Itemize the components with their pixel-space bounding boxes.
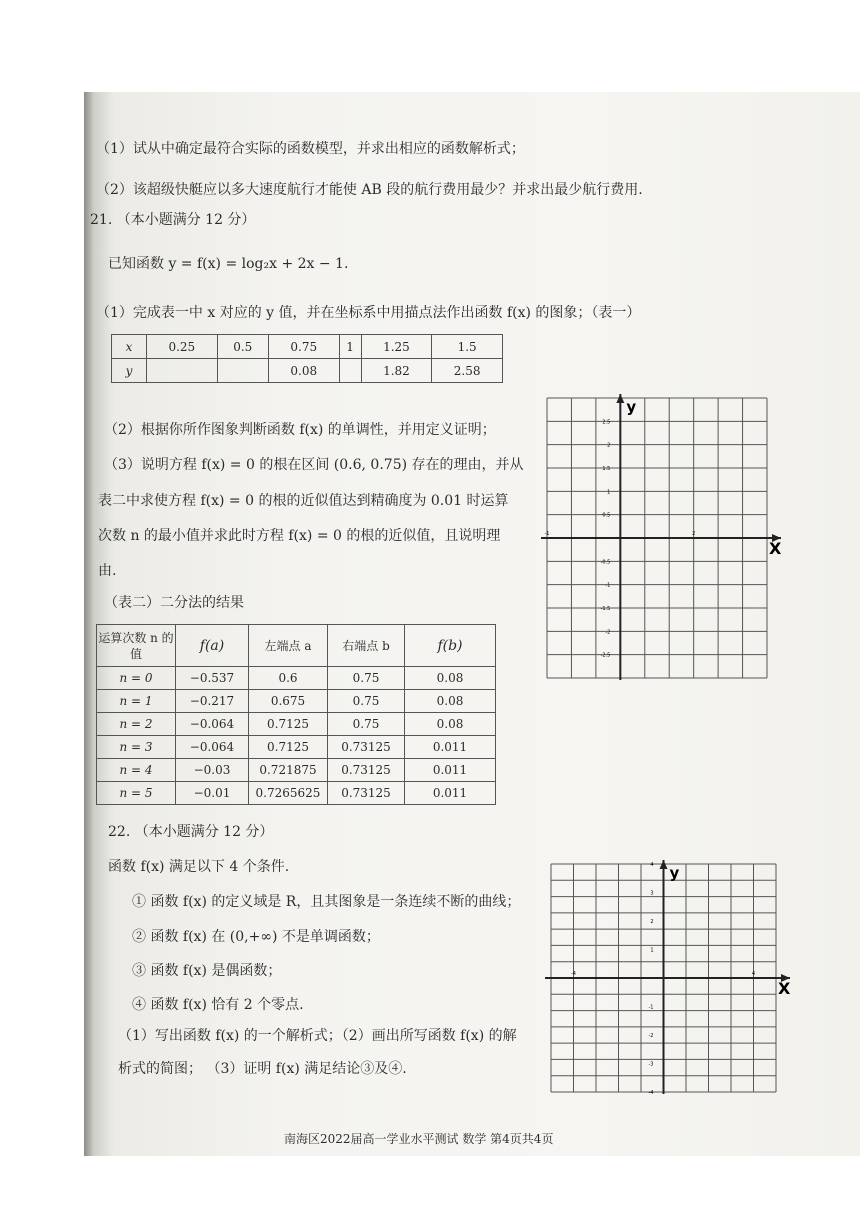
x-axis-label: X [778, 979, 791, 998]
table1-x-label: x [112, 335, 147, 359]
q21-part3-line2: 表二中求使方程 f(x) = 0 的根的近似值达到精确度为 0.01 时运算 [98, 493, 509, 509]
q22-heading: 22. （本小题满分 12 分） [108, 824, 274, 840]
table2-cell: −0.217 [176, 690, 249, 713]
y-tick-label: -2 [648, 1033, 654, 1039]
table1-y-label: y [112, 359, 147, 383]
q22-tasks-line2: 析式的简图； （3）证明 f(x) 满足结论③及④. [118, 1061, 407, 1077]
q21-given: 已知函数 y = f(x) = log₂x + 2x − 1. [108, 256, 349, 272]
table1-x-cell: 1.5 [432, 335, 503, 359]
x-tick-label: -1 [544, 531, 550, 537]
y-tick-label: -1 [605, 582, 611, 589]
table2-cell: 0.011 [405, 759, 496, 782]
q21-heading: 21. （本小题满分 12 分） [90, 212, 256, 228]
x-axis-label: X [769, 539, 782, 558]
y-tick-label: 2 [607, 442, 611, 449]
table2-row [97, 667, 496, 690]
q21-part3-line1: （3）说明方程 f(x) = 0 的根在区间 (0.6, 0.75) 存在的理由，并从 [104, 457, 524, 473]
q22-condition-2: ② 函数 f(x) 在 (0,+∞) 不是单调函数； [132, 929, 380, 945]
table1-y-cell: 0.08 [268, 359, 339, 383]
page-footer: 南海区2022届高一学业水平测试 数学 第4页共4页 [284, 1132, 554, 1146]
y-tick-label: 1 [650, 947, 654, 954]
q22-condition-1: ① 函数 f(x) 的定义域是 R，且其图象是一条连续不断的曲线； [132, 894, 521, 910]
table2-cell: 0.011 [405, 782, 496, 805]
table2-cell: 0.08 [405, 690, 496, 713]
table2-cell: 0.675 [249, 690, 328, 713]
coordinate-grid-q22 [545, 860, 790, 1100]
table2-cell: n = 1 [97, 690, 176, 713]
table1-x-cell: 0.75 [268, 335, 339, 359]
table1-x-cell: 1.25 [361, 335, 432, 359]
table2-cell: −0.537 [176, 667, 249, 690]
q20-part1: （1）试从中确定最符合实际的函数模型，并求出相应的函数解析式； [96, 141, 525, 157]
table2-cell: 0.75 [328, 713, 405, 736]
table1-y-cell [339, 359, 361, 383]
table2-cell: n = 2 [97, 713, 176, 736]
y-tick-label: -1 [648, 1004, 654, 1011]
table2-cell: 0.6 [249, 667, 328, 690]
table2-header: 左端点 a [249, 625, 328, 667]
table2-cell: n = 5 [97, 782, 176, 805]
table2-cell: −0.064 [176, 713, 249, 736]
table1-y-cell [147, 359, 218, 383]
y-tick-label: 1 [607, 489, 611, 496]
y-tick-label: 2.5 [602, 419, 611, 426]
table2-cell: n = 3 [97, 736, 176, 759]
q21-part3-line3: 次数 n 的最小值并求此时方程 f(x) = 0 的根的近似值，且说明理 [98, 528, 501, 544]
y-tick-label: -0.5 [600, 559, 611, 566]
q22-condition-3: ③ 函数 f(x) 是偶函数； [132, 963, 282, 979]
table2-cell: 0.011 [405, 736, 496, 759]
table2-cell: n = 4 [97, 759, 176, 782]
q22-intro: 函数 f(x) 满足以下 4 个条件. [108, 859, 290, 875]
y-tick-label: -2 [605, 629, 611, 636]
table2-row [97, 782, 496, 805]
q21-part2: （2）根据你所作图象判断函数 f(x) 的单调性，并用定义证明； [104, 422, 496, 438]
y-tick-label: -2.5 [600, 652, 611, 659]
table1-x-cell: 0.25 [147, 335, 218, 359]
table2-cell: 0.08 [405, 713, 496, 736]
q22-tasks-line1: （1）写出函数 f(x) 的一个解析式；（2）画出所写函数 f(x) 的解 [118, 1028, 517, 1044]
table2-row [97, 690, 496, 713]
x-tick-label: 4 [751, 971, 756, 977]
q20-part2: （2）该超级快艇应以多大速度航行才能使 AB 段的航行费用最少？并求出最少航行费用. [96, 182, 643, 198]
y-tick-label: 3 [650, 890, 654, 897]
table2-cell: −0.01 [176, 782, 249, 805]
table1 [111, 334, 503, 383]
coordinate-grid-q21 [541, 394, 782, 684]
table2-caption: （表二）二分法的结果 [104, 595, 244, 611]
table2 [96, 624, 496, 805]
y-tick-label: 4 [650, 862, 654, 868]
y-tick-label: -4 [648, 1090, 654, 1096]
y-axis-label: y [626, 398, 637, 416]
table2-cell: 0.08 [405, 667, 496, 690]
table1-x-cell: 0.5 [217, 335, 268, 359]
table1-x-cell: 1 [339, 335, 361, 359]
y-tick-label: 0.5 [602, 512, 611, 519]
x-tick-label: -4 [571, 971, 576, 977]
table2-cell: −0.064 [176, 736, 249, 759]
table2-cell: 0.75 [328, 667, 405, 690]
x-tick-label: 2 [692, 531, 696, 537]
table2-cell: 0.73125 [328, 736, 405, 759]
table1-y-cell: 2.58 [432, 359, 503, 383]
table2-cell: 0.73125 [328, 759, 405, 782]
table2-cell: 0.7265625 [249, 782, 328, 805]
table2-cell: 0.721875 [249, 759, 328, 782]
table2-row [97, 736, 496, 759]
y-tick-label: -1.5 [600, 606, 611, 612]
y-tick-label: 2 [650, 919, 654, 925]
q21-part1: （1）完成表一中 x 对应的 y 值，并在坐标系中用描点法作出函数 f(x) 的图象；（表一） [96, 305, 641, 321]
table2-cell: n = 0 [97, 667, 176, 690]
table2-cell: 0.75 [328, 690, 405, 713]
table2-row [97, 759, 496, 782]
table2-cell: 0.7125 [249, 713, 328, 736]
q21-part3-line4: 由. [98, 563, 117, 579]
table2-header: f(a) [176, 625, 249, 667]
y-tick-label: -3 [648, 1061, 654, 1068]
table2-header: 运算次数 n 的值 [97, 625, 176, 667]
q22-condition-4: ④ 函数 f(x) 恰有 2 个零点. [132, 997, 304, 1013]
table2-cell: 0.73125 [328, 782, 405, 805]
table1-y-cell [217, 359, 268, 383]
table2-header: f(b) [405, 625, 496, 667]
table2-header: 右端点 b [328, 625, 405, 667]
table2-cell: −0.03 [176, 759, 249, 782]
table2-row [97, 713, 496, 736]
table1-y-cell: 1.82 [361, 359, 432, 383]
y-axis-label: y [669, 864, 680, 882]
table2-cell: 0.7125 [249, 736, 328, 759]
y-tick-label: 1.5 [602, 466, 611, 472]
